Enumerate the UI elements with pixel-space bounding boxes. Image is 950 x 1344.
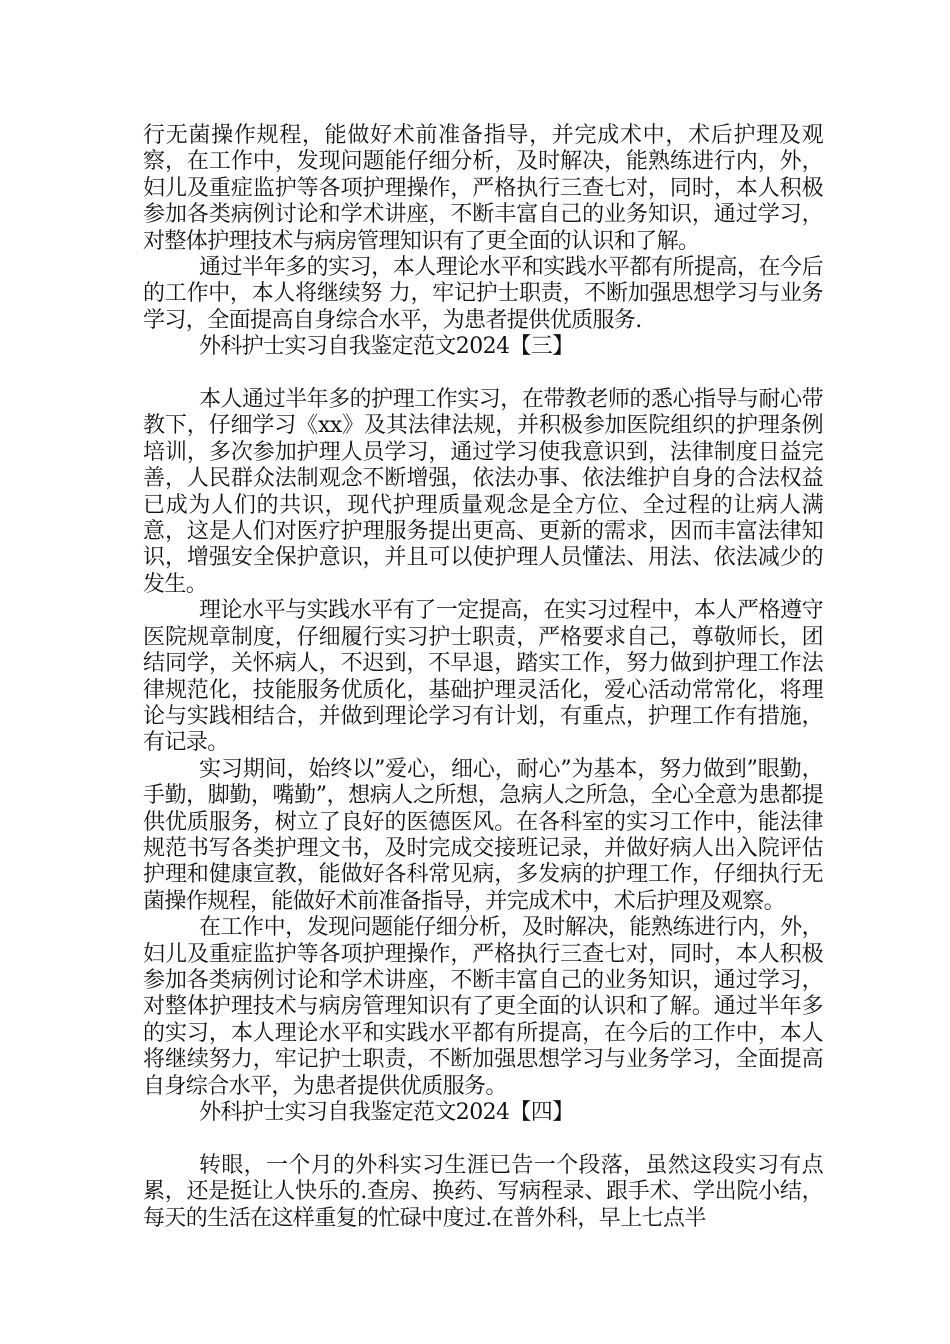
blank-line bbox=[143, 361, 823, 387]
paragraph-surgery-month: 转眼，一个月的外科实习生涯已告一个段落，虽然这段实习有点累，还是挺让人快乐的.查房、换药、写病程录、跟手术、学出院小结，每天的生活在这样重复的忙碌中度过.在普外科，早上七点半 bbox=[143, 1152, 823, 1231]
paragraph-continuation: 行无菌操作规程，能做好术前准备指导，并完成术中，术后护理及观察，在工作中，发现问题能仔细分析，及时解决，能熟练进行内，外，妇儿及重症监护等各项护理操作，严格执行三查七对，同时，本人积极参加各类病例讨论和学术讲座，不断丰富自己的业务知识，通过学习，对整体护理技术与病房管理知识有了更全面的认识和了解。 bbox=[143, 123, 823, 254]
paragraph-law-study: 本人通过半年多的护理工作实习，在带教老师的悉心指导与耐心带教下，仔细学习《xx》及其法律法规，并积极参加医院组织的护理条例培训，多次参加护理人员学习，通过学习使我意识到，法律制度日益完善，人民群众法制观念不断增强，依法办事、依法维护自身的合法权益已成为人们的共识，现代护理质量观念是全方位、全过程的让病人满意，这是人们对医疗护理服务提出更高、更新的需求，因而丰富法律知识，增强安全保护意识，并且可以使护理人员懂法、用法、依法减少的发生。 bbox=[143, 387, 823, 597]
paragraph-internship-period: 实习期间，始终以”爱心，细心，耐心”为基本，努力做到”眼勤，手勤，脚勤，嘴勤”，想病人之所想，急病人之所急，全心全意为患都提供优质服务，树立了良好的医德医风。在各科室的实习工作中，能法律规范书写各类护理文书，及时完成交接班记录，并做好病人出入院评估护理和健康宣教，能做好各科常见病，多发病的护理工作，仔细执行无菌操作规程，能做好术前准备指导，并完成术中，术后护理及观察。 bbox=[143, 756, 823, 914]
section-heading-four: 外科护士实习自我鉴定范文2024【四】 bbox=[199, 1100, 574, 1126]
document-body bbox=[143, 123, 823, 1232]
section-heading-three: 外科护士实习自我鉴定范文2024【三】 bbox=[199, 334, 574, 360]
paragraph-summary: 通过半年多的实习，本人理论水平和实践水平都有所提高，在今后的工作中，本人将继续努 力，牢记护士职责，不断加强思想学习与业务学习，全面提高自身综合水平，为患者提供优质服务. bbox=[143, 255, 823, 333]
paragraph-work-summary: 在工作中，发现问题能仔细分析，及时解决，能熟练进行内，外，妇儿及重症监护等各项护理操作，严格执行三查七对，同时，本人积极参加各类病例讨论和学术讲座，不断丰富自己的业务知识，通过学习，对整体护理技术与病房管理知识有了更全面的认识和了解。通过半年多的实习，本人理论水平和实践水平都有所提高，在今后的工作中，本人将继续努力，牢记护士职责，不断加强思想学习与业务学习，全面提高自身综合水平，为患者提供优质服务。 bbox=[143, 915, 823, 1099]
paragraph-practice: 理论水平与实践水平有了一定提高，在实习过程中，本人严格遵守医院规章制度，仔细履行实习护士职责，严格要求自己，尊敬师长，团结同学，关怀病人，不迟到，不早退，踏实工作，努力做到护理工作法律规范化，技能服务优质化，基础护理灵活化，爱心活动常常化，将理论与实践相结合，并做到理论学习有计划，有重点，护理工作有措施，有记录。 bbox=[143, 598, 823, 756]
blank-line bbox=[143, 1126, 823, 1152]
